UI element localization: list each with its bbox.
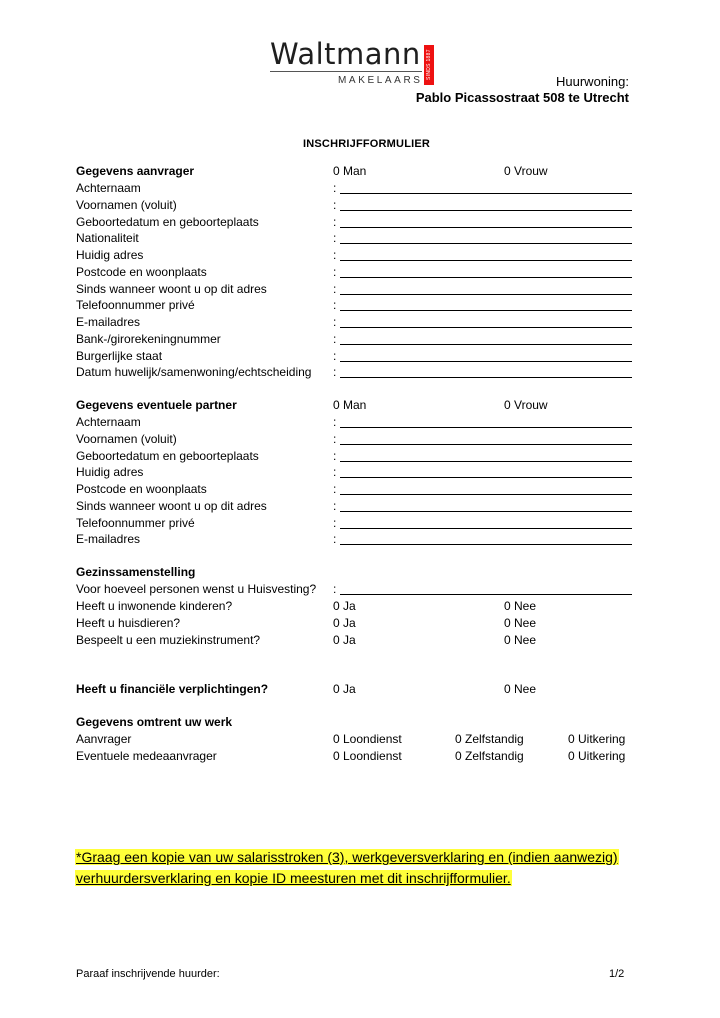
note-line-2: [75, 867, 512, 889]
partner-field-label: E-mailadres: [76, 532, 141, 547]
applicant-field-input-line[interactable]: [340, 327, 632, 328]
partner-field-input-line[interactable]: [340, 461, 632, 462]
applicant-field-label: Bank-/girorekeningnummer: [76, 331, 221, 346]
applicant-option-vrouw[interactable]: 0 Vrouw: [504, 164, 548, 178]
rental-label: Huurwoning:: [556, 74, 629, 89]
applicant-field-label: Postcode en woonplaats: [76, 264, 207, 279]
partner-field-input-line[interactable]: [340, 544, 632, 545]
household-option-ja[interactable]: 0 Ja: [333, 632, 356, 647]
partner-field-colon: :: [333, 532, 337, 547]
note-line-1: [75, 846, 619, 868]
work-option-loondienst[interactable]: 0 Loondienst: [333, 748, 402, 763]
applicant-field-input-line[interactable]: [340, 260, 632, 261]
partner-field-label: Sinds wanneer woont u op dit adres: [76, 498, 267, 513]
applicant-field-colon: :: [333, 298, 337, 313]
applicant-field-label: Geboortedatum en geboorteplaats: [76, 214, 259, 229]
work-option-uitkering[interactable]: 0 Uitkering: [568, 748, 626, 763]
logo-badge: SINDS 1887: [424, 45, 434, 85]
applicant-option-man[interactable]: 0 Man: [333, 164, 367, 178]
applicant-field-colon: :: [333, 231, 337, 246]
work-option-zelfstandig[interactable]: 0 Zelfstandig: [455, 748, 524, 763]
applicant-field-colon: :: [333, 181, 337, 195]
partner-field-label: Telefoonnummer privé: [76, 515, 195, 530]
partner-field-label: Achternaam: [76, 415, 141, 429]
applicant-field-input-line[interactable]: [340, 310, 632, 311]
applicant-field-colon: :: [333, 365, 337, 380]
applicant-field-colon: :: [333, 348, 337, 363]
logo-divider: [270, 71, 422, 72]
footer-initials-label: Paraaf inschrijvende huurder:: [76, 968, 220, 980]
applicant-field-label: E-mailadres: [76, 315, 141, 329]
partner-field-label: Geboortedatum en geboorteplaats: [76, 448, 259, 463]
applicant-field-input-line[interactable]: [340, 193, 632, 194]
applicant-field-label: Burgerlijke staat: [76, 348, 163, 363]
note-text-2: verhuurdersverklaring en kopie ID meesturen met dit inschrijfformulier.: [76, 870, 511, 886]
household-option-ja[interactable]: 0 Ja: [333, 615, 356, 630]
rental-address: Pablo Picassostraat 508 te Utrecht: [415, 90, 629, 105]
applicant-field-label: Telefoonnummer privé: [76, 298, 195, 313]
work-option-uitkering[interactable]: 0 Uitkering: [568, 732, 626, 746]
household-question: Heeft u huisdieren?: [76, 615, 181, 630]
work-row-label: Aanvrager: [76, 732, 132, 746]
applicant-field-colon: :: [333, 281, 337, 296]
applicant-field-colon: :: [333, 331, 337, 346]
applicant-field-colon: :: [333, 214, 337, 229]
applicant-field-colon: :: [333, 248, 337, 262]
partner-field-label: Huidig adres: [76, 465, 144, 480]
logo-subtitle: MAKELAARS: [338, 75, 423, 86]
work-heading: Gegevens omtrent uw werk: [76, 715, 233, 729]
household-question: Heeft u inwonende kinderen?: [76, 599, 233, 613]
form-title: INSCHRIJFFORMULIER: [303, 138, 431, 150]
work-row-label: Eventuele medeaanvrager: [76, 748, 217, 763]
applicant-field-input-line[interactable]: [340, 243, 632, 244]
applicant-field-label: Sinds wanneer woont u op dit adres: [76, 281, 267, 296]
persons-question: Voor hoeveel personen wenst u Huisvesting?: [76, 582, 317, 596]
partner-field-colon: :: [333, 431, 337, 446]
partner-field-input-line[interactable]: [340, 477, 632, 478]
financial-option-ja[interactable]: 0 Ja: [333, 682, 356, 696]
work-option-loondienst[interactable]: 0 Loondienst: [333, 732, 402, 746]
household-option-nee[interactable]: 0 Nee: [504, 615, 537, 630]
applicant-field-input-line[interactable]: [340, 210, 632, 211]
applicant-field-colon: :: [333, 315, 337, 329]
partner-field-colon: :: [333, 448, 337, 463]
household-option-nee[interactable]: 0 Nee: [504, 632, 537, 647]
persons-colon: :: [333, 582, 337, 596]
partner-option-man[interactable]: 0 Man: [333, 398, 367, 412]
applicant-field-label: Nationaliteit: [76, 231, 139, 246]
partner-field-input-line[interactable]: [340, 427, 632, 428]
work-option-zelfstandig[interactable]: 0 Zelfstandig: [455, 732, 524, 746]
page-number: 1/2: [609, 968, 625, 980]
persons-input-line[interactable]: [340, 594, 632, 595]
financial-option-nee[interactable]: 0 Nee: [504, 682, 537, 696]
partner-field-label: Postcode en woonplaats: [76, 482, 207, 496]
partner-field-colon: :: [333, 465, 337, 480]
applicant-field-label: Datum huwelijk/samenwoning/echtscheiding: [76, 365, 312, 380]
applicant-field-input-line[interactable]: [340, 227, 632, 228]
logo-wordmark: Waltmann: [270, 37, 421, 71]
partner-option-vrouw[interactable]: 0 Vrouw: [504, 398, 548, 412]
applicant-heading: Gegevens aanvrager: [76, 164, 195, 178]
applicant-field-input-line[interactable]: [340, 344, 632, 345]
applicant-field-colon: :: [333, 264, 337, 279]
note-text-1: *Graag een kopie van uw salarisstroken (3), werkgeversverklaring en (indien aanwezig): [76, 849, 618, 865]
partner-field-colon: :: [333, 498, 337, 513]
partner-field-input-line[interactable]: [340, 494, 632, 495]
applicant-field-label: Voornamen (voluit): [76, 197, 177, 212]
applicant-field-label: Achternaam: [76, 181, 141, 195]
partner-field-input-line[interactable]: [340, 444, 632, 445]
partner-field-label: Voornamen (voluit): [76, 431, 177, 446]
partner-field-colon: :: [333, 415, 337, 429]
partner-heading: Gegevens eventuele partner: [76, 398, 237, 412]
applicant-field-colon: :: [333, 197, 337, 212]
applicant-field-label: Huidig adres: [76, 248, 144, 262]
applicant-field-input-line[interactable]: [340, 361, 632, 362]
partner-field-input-line[interactable]: [340, 528, 632, 529]
applicant-field-input-line[interactable]: [340, 294, 632, 295]
applicant-field-input-line[interactable]: [340, 277, 632, 278]
applicant-field-input-line[interactable]: [340, 377, 632, 378]
household-heading: Gezinssamenstelling: [76, 565, 196, 579]
partner-field-colon: :: [333, 482, 337, 496]
partner-field-input-line[interactable]: [340, 511, 632, 512]
household-option-ja[interactable]: 0 Ja: [333, 599, 356, 613]
financial-question: Heeft u financiële verplichtingen?: [76, 682, 269, 696]
household-question: Bespeelt u een muziekinstrument?: [76, 632, 261, 647]
partner-field-colon: :: [333, 515, 337, 530]
household-option-nee[interactable]: 0 Nee: [504, 599, 537, 613]
